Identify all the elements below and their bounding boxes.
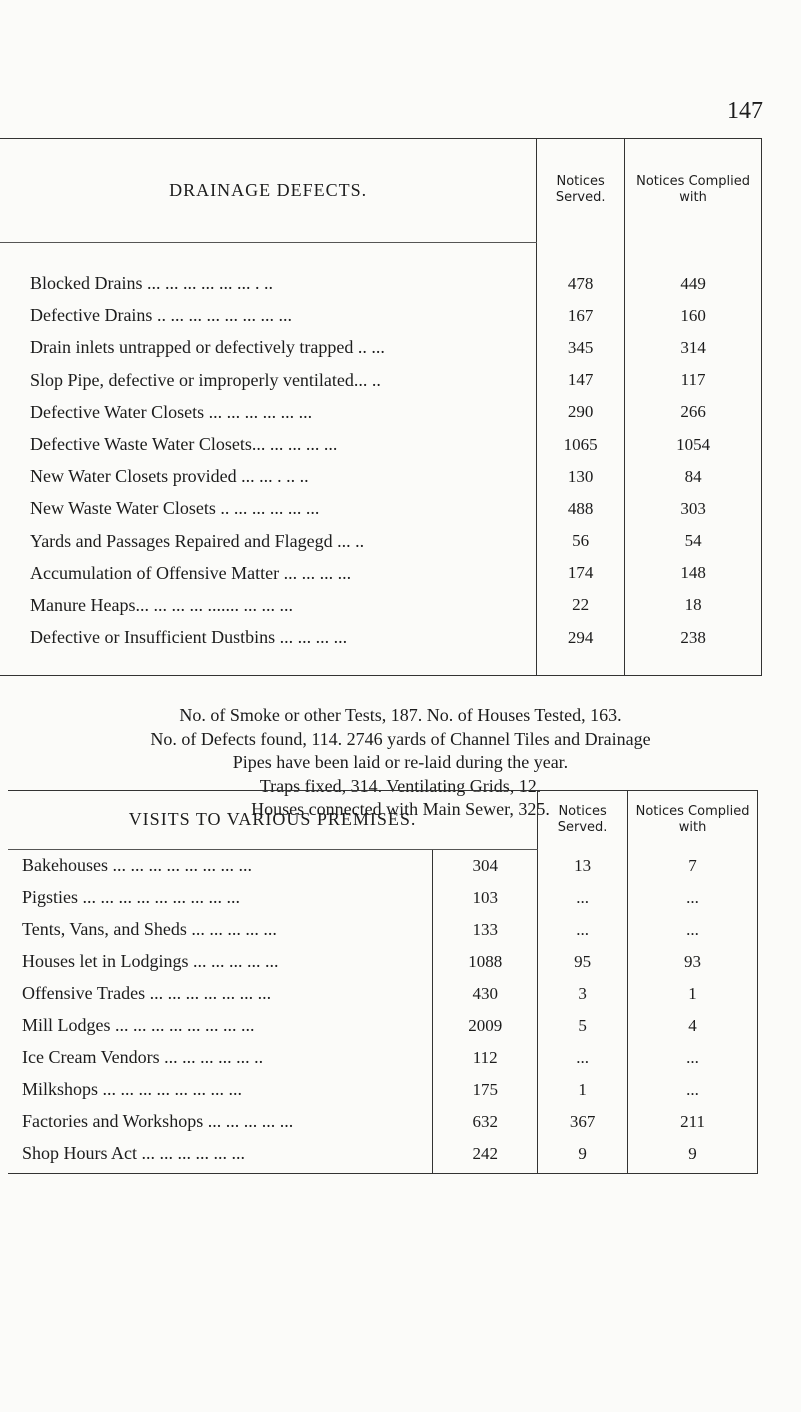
visits-count-value: 175 (433, 1074, 538, 1106)
notices-complied-value: 4 (628, 1010, 758, 1042)
visits-count-value: 112 (433, 1042, 538, 1074)
notices-complied-value: 1054 (625, 428, 762, 460)
row-label: Blocked Drains ... ... ... ... ... ... . .. (30, 273, 273, 294)
notices-served-value: 9 (538, 1138, 628, 1170)
notices-complied-value: 18 (625, 589, 762, 621)
notices-served-value: 167 (537, 300, 625, 332)
notices-served-value: 345 (537, 332, 625, 364)
row-label: Defective or Insufficient Dustbins ... ... ... ... (30, 627, 348, 648)
notices-complied-value: 54 (625, 525, 762, 557)
notices-served-value: 13 (538, 850, 628, 882)
visits-count-value: 1088 (433, 946, 538, 978)
visits-premises-table (8, 790, 758, 1174)
row-label: Manure Heaps... ... ... ... ....... ... ... ... (30, 594, 293, 615)
col-notices-complied: Notices Complied with (625, 139, 762, 242)
table-row (8, 882, 758, 914)
notices-served-value: 367 (538, 1106, 628, 1138)
notices-served-value: 3 (538, 978, 628, 1010)
row-label: Milkshops ... ... ... ... ... ... ... ... (22, 1079, 243, 1099)
notices-served-value: 130 (537, 461, 625, 493)
table-row (8, 1138, 758, 1170)
row-label: Drain inlets untrapped or defectively trapped .. ... (30, 337, 385, 358)
row-label: Accumulation of Offensive Matter ... ... ... ... (30, 562, 352, 583)
table-row (0, 332, 762, 364)
table-row (8, 1074, 758, 1106)
notices-served-value: 56 (537, 525, 625, 557)
notices-served-value: 1 (538, 1074, 628, 1106)
notices-served-value: ... (538, 1042, 628, 1074)
note-line: Houses connected with Main Sewer, 325. (251, 799, 550, 819)
visits-title: VISITS TO VARIOUS PREMISES. (128, 809, 417, 830)
visits-count-value: 133 (433, 914, 538, 946)
row-label: Tents, Vans, and Sheds ... ... ... ... ... (22, 919, 277, 939)
table-row (0, 396, 762, 428)
notices-served-value: 5 (538, 1010, 628, 1042)
visits-count-value: 103 (433, 882, 538, 914)
row-label: Shop Hours Act ... ... ... ... ... ... (22, 1143, 246, 1163)
notices-served-value: ... (538, 882, 628, 914)
row-label: Offensive Trades ... ... ... ... ... ... ... (22, 983, 272, 1003)
visits-count-value: 430 (433, 978, 538, 1010)
row-label: Mill Lodges ... ... ... ... ... ... ... ... (22, 1015, 255, 1035)
row-label: Slop Pipe, defective or improperly ventilated... .. (30, 369, 381, 390)
table-row (0, 493, 762, 525)
notices-complied-value: 211 (628, 1106, 758, 1138)
row-label: Defective Waste Water Closets... ... ... ... ... (30, 434, 338, 455)
table-row (0, 300, 762, 332)
notices-complied-value: 449 (625, 268, 762, 300)
table-row (8, 1106, 758, 1138)
notices-complied-value: 303 (625, 493, 762, 525)
page-number: 147 (727, 98, 763, 124)
table-row (0, 364, 762, 396)
notices-complied-value: 314 (625, 332, 762, 364)
drainage-defects-table (0, 138, 762, 676)
row-label: Yards and Passages Repaired and Flagegd ... .. (30, 530, 365, 551)
notices-complied-value: ... (628, 1074, 758, 1106)
notices-complied-value: 266 (625, 396, 762, 428)
note-line: Pipes have been laid or re-laid during the year. (232, 752, 569, 772)
note-line: No. of Defects found, 114. 2746 yards of Channel Tiles and Drainage (150, 728, 651, 749)
col-notices-complied: Notices Complied with (628, 791, 758, 849)
table-row (8, 1042, 758, 1074)
note-line: Traps fixed, 314. Ventilating Grids, 12. (259, 775, 542, 796)
table-row (0, 589, 762, 621)
notices-complied-value: ... (628, 1042, 758, 1074)
notices-complied-value: 9 (628, 1138, 758, 1170)
visits-count-value: 304 (433, 850, 538, 882)
note-line: No. of Smoke or other Tests, 187. No. of Houses Tested, 163. (179, 705, 622, 725)
table-row (0, 461, 762, 493)
table-row (0, 557, 762, 589)
notices-complied-value: 160 (625, 300, 762, 332)
row-label: Houses let in Lodgings ... ... ... ... ... (22, 951, 279, 971)
notices-served-value: 22 (537, 589, 625, 621)
notices-complied-value: 238 (625, 622, 762, 654)
table-row (0, 622, 762, 654)
notices-served-value: ... (538, 914, 628, 946)
row-label: Pigsties ... ... ... ... ... ... ... ... ... (22, 887, 241, 907)
notices-complied-value: 148 (625, 557, 762, 589)
row-label: Factories and Workshops ... ... ... ... ... (22, 1111, 294, 1131)
visits-count-value: 2009 (433, 1010, 538, 1042)
table-row (8, 850, 758, 882)
table-row (0, 268, 762, 300)
visits-count-value: 242 (433, 1138, 538, 1170)
row-label: Bakehouses ... ... ... ... ... ... ... ... (22, 855, 252, 876)
table-row (8, 946, 758, 978)
visits-count-value: 632 (433, 1106, 538, 1138)
drainage-title: DRAINAGE DEFECTS. (169, 179, 368, 200)
notices-served-value: 147 (537, 364, 625, 396)
table-row (0, 428, 762, 460)
notices-served-value: 488 (537, 493, 625, 525)
notices-complied-value: 84 (625, 461, 762, 493)
table-row (8, 1010, 758, 1042)
notices-served-value: 478 (537, 268, 625, 300)
col-notices-served: Notices Served. (538, 791, 628, 849)
notices-served-value: 1065 (537, 428, 625, 460)
col-notices-served: Notices Served. (537, 139, 625, 242)
row-label: Defective Water Closets ... ... ... ... ... ... (30, 401, 313, 422)
table-row (8, 978, 758, 1010)
row-label: Ice Cream Vendors ... ... ... ... ... .. (22, 1047, 264, 1067)
notices-complied-value: 7 (628, 850, 758, 882)
row-label: New Waste Water Closets .. ... ... ... ... ... (30, 498, 320, 519)
notices-served-value: 95 (538, 946, 628, 978)
notices-complied-value: 93 (628, 946, 758, 978)
row-label: New Water Closets provided ... ... . .. .. (30, 466, 309, 487)
table-row (0, 525, 762, 557)
table-row (8, 914, 758, 946)
row-label: Defective Drains .. ... ... ... ... ... ... ... (30, 305, 292, 326)
notices-complied-value: 117 (625, 364, 762, 396)
notices-served-value: 174 (537, 557, 625, 589)
notices-served-value: 290 (537, 396, 625, 428)
notices-complied-value: ... (628, 914, 758, 946)
notices-complied-value: ... (628, 882, 758, 914)
notices-served-value: 294 (537, 622, 625, 654)
notices-complied-value: 1 (628, 978, 758, 1010)
